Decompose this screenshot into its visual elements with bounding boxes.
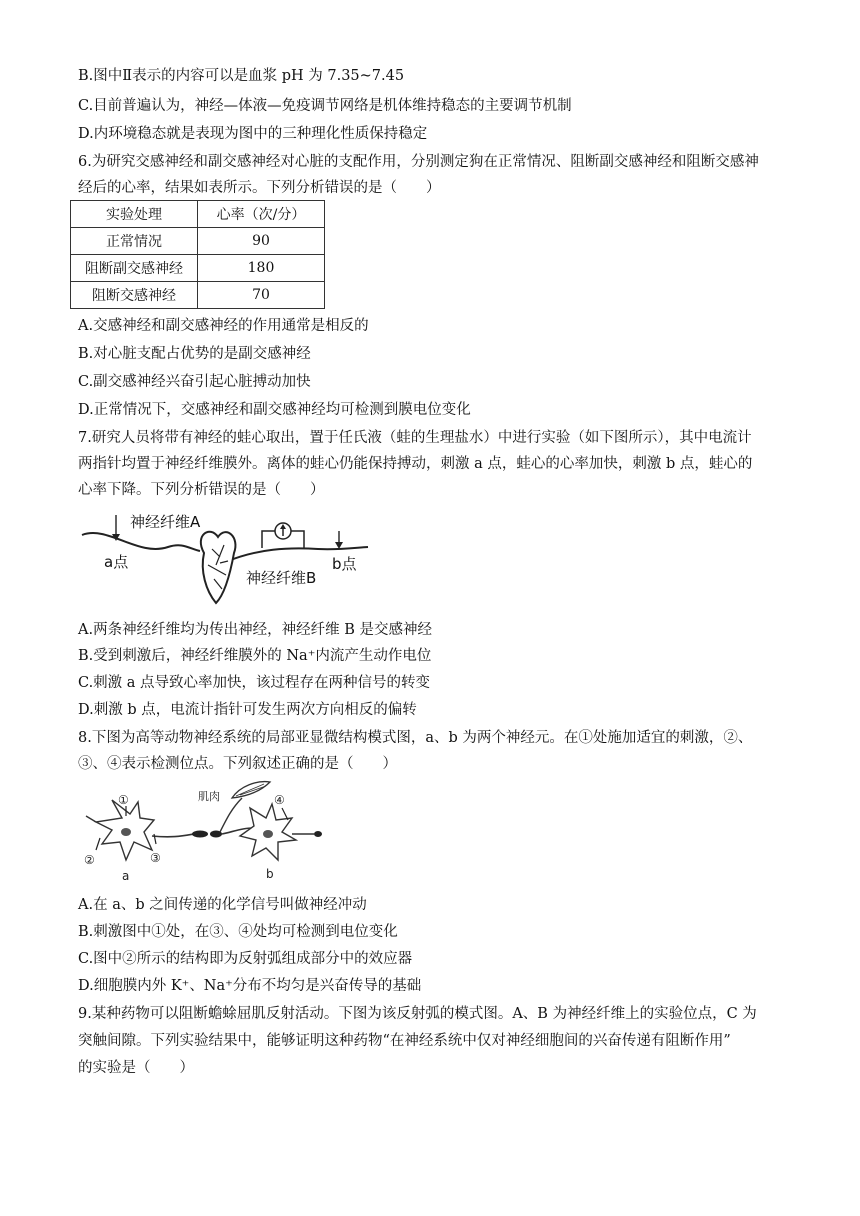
q7-stem-line3: 心率下降。下列分析错误的是（ ） xyxy=(78,482,325,498)
galvanometer-icon xyxy=(262,523,304,548)
q7-stem-line2: 两指针均置于神经纤维膜外。离体的蛙心仍能保持搏动，刺激 a 点，蛙心的心率加快，刺激 b 点，蛙心的 xyxy=(78,456,753,472)
muscle-icon xyxy=(232,782,270,798)
label-point-b: b点 xyxy=(332,555,357,573)
q7-frog-heart-figure xyxy=(78,505,378,605)
q6-option-b: B.对心脏支配占优势的是副交感神经 xyxy=(78,346,311,362)
table-row xyxy=(71,282,325,309)
q8-option-c: C.图中②所示的结构即为反射弧组成部分中的效应器 xyxy=(78,951,413,967)
stimulus-arrow-b xyxy=(335,531,343,549)
label-point-4: ④ xyxy=(274,793,285,807)
q6-stem-line1: 6.为研究交感神经和副交感神经对心脏的支配作用，分别测定狗在正常情况、阻断副交感神经和阻断交感神 xyxy=(78,154,759,170)
q6-table xyxy=(70,200,325,309)
table-cell: 70 xyxy=(198,282,325,309)
frog-heart-icon xyxy=(201,532,236,603)
label-point-3: ③ xyxy=(150,851,161,865)
table-row xyxy=(71,228,325,255)
neuron-a-icon xyxy=(86,800,154,860)
label-point-2: ② xyxy=(84,853,95,867)
q6-option-c: C.副交感神经兴奋引起心脏搏动加快 xyxy=(78,374,311,390)
q7-option-c: C.刺激 a 点导致心率加快，该过程存在两种信号的转变 xyxy=(78,675,431,691)
nerve-fiber-a xyxy=(82,533,200,551)
myelin-sheath xyxy=(192,831,222,838)
axon xyxy=(152,834,194,837)
q8-option-b: B.刺激图中①处，在③、④处均可检测到电位变化 xyxy=(78,924,398,940)
table-cell: 正常情况 xyxy=(71,228,198,255)
q6-stem-line2: 经后的心率，结果如表所示。下列分析错误的是（ ） xyxy=(78,180,441,196)
table-cell: 阻断副交感神经 xyxy=(71,255,198,282)
table-header-row xyxy=(71,201,325,228)
q6-option-d: D.正常情况下，交感神经和副交感神经均可检测到膜电位变化 xyxy=(78,402,471,418)
q7-option-b: B.受到刺激后，神经纤维膜外的 Na⁺内流产生动作电位 xyxy=(78,648,432,664)
q8-stem-line1: 8.下图为高等动物神经系统的局部亚显微结构模式图，a、b 为两个神经元。在①处施加适宜的刺激，②、 xyxy=(78,730,753,746)
q8-stem-line2: ③、④表示检测位点。下列叙述正确的是（ ） xyxy=(78,756,397,772)
q7-option-d: D.刺激 b 点，电流计指针可发生两次方向相反的偏转 xyxy=(78,702,417,718)
q5-option-c: C.目前普遍认为，神经—体液—免疫调节网络是机体维持稳态的主要调节机制 xyxy=(78,98,572,114)
q9-stem-line3: 的实验是（ ） xyxy=(78,1060,194,1076)
q7-option-a: A.两条神经纤维均为传出神经，神经纤维 B 是交感神经 xyxy=(78,622,432,638)
label-neuron-a: a xyxy=(122,869,130,883)
q5-option-d: D.内环境稳态就是表现为图中的三种理化性质保持稳定 xyxy=(78,126,428,142)
table-header-cell: 实验处理 xyxy=(71,201,198,228)
q8-option-a: A.在 a、b 之间传递的化学信号叫做神经冲动 xyxy=(78,897,367,913)
label-fiber-a: 神经纤维A xyxy=(130,513,201,531)
q9-stem-line1: 9.某种药物可以阻断蟾蜍屈肌反射活动。下图为该反射弧的模式图。A、B 为神经纤维上的实验位点，C 为 xyxy=(78,1006,757,1022)
q5-option-b: B.图中Ⅱ表示的内容可以是血浆 pH 为 7.35~7.45 xyxy=(78,68,405,84)
q7-stem-line1: 7.研究人员将带有神经的蛙心取出，置于任氏液（蛙的生理盐水）中进行实验（如下图所示），其中电流计 xyxy=(78,430,752,446)
label-fiber-b: 神经纤维B xyxy=(246,569,317,587)
table-cell: 90 xyxy=(198,228,325,255)
label-point-a: a点 xyxy=(104,553,129,571)
label-point-1: ① xyxy=(118,793,129,807)
table-cell: 阻断交感神经 xyxy=(71,282,198,309)
neuron-b-icon xyxy=(240,804,296,860)
label-neuron-b: b xyxy=(266,867,274,881)
table-cell: 180 xyxy=(198,255,325,282)
q8-neuron-figure xyxy=(82,778,332,888)
q9-stem-line2: 突触间隙。下列实验结果中，能够证明这种药物“在神经系统中仅对神经细胞间的兴奋传递有阻断作用” xyxy=(78,1033,731,1049)
q6-option-a: A.交感神经和副交感神经的作用通常是相反的 xyxy=(78,318,369,334)
table-header-cell: 心率（次/分） xyxy=(198,201,325,228)
q8-option-d: D.细胞膜内外 K⁺、Na⁺分布不均匀是兴奋传导的基础 xyxy=(78,978,422,994)
table-row xyxy=(71,255,325,282)
label-muscle: 肌肉 xyxy=(198,790,220,803)
